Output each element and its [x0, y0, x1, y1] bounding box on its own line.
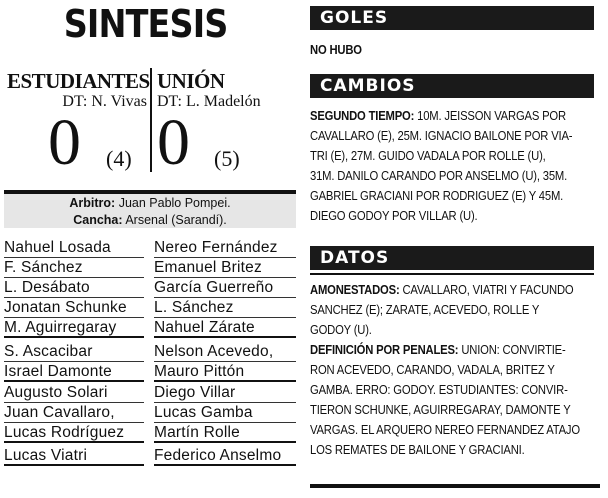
match-officials-box — [4, 190, 296, 228]
home-score: 0 — [48, 106, 81, 179]
cambios-label: SEGUNDO TIEMPO: — [310, 109, 415, 123]
penales-line — [310, 340, 600, 360]
datos-rule — [310, 273, 594, 275]
cambios-line: TRI (E), 27M. GUIDO VADALA POR ROLLE (U), — [310, 149, 546, 163]
penales-line-text: UNION: CONVIRTIE- — [458, 343, 566, 357]
cambios-line — [310, 106, 600, 126]
amonestados-line: SANCHEZ (E); ZARATE, ACEVEDO, ROLLE Y — [310, 303, 540, 317]
venue-name: Arsenal (Sarandí). — [125, 213, 227, 227]
home-player: F. Sánchez — [4, 258, 144, 278]
penales-line: GAMBA. ERRO: GODOY. ESTUDIANTES: CONVIR- — [310, 383, 568, 397]
referee-name: Juan Pablo Pompei. — [118, 196, 231, 210]
amonestados-line-text: CAVALLARO, VIATRI Y FACUNDO — [399, 283, 574, 297]
cambios-line: GABRIEL GRACIANI POR RODRIGUEZ (E) Y 45M. — [310, 189, 564, 203]
penales-line: LOS REMATES DE BAILONE Y GRACIANI. — [310, 443, 525, 457]
away-player: Federico Anselmo — [154, 446, 296, 466]
home-coach: DT: N. Vivas — [62, 93, 147, 110]
amonestados-label: AMONESTADOS: — [310, 283, 400, 297]
home-player: Nahuel Losada — [4, 238, 144, 258]
away-player: Emanuel Britez — [154, 258, 296, 278]
cambios-line: 31M. DANILO CARANDO POR ANSELMO (U), 35M. — [310, 169, 568, 183]
referee-label: Arbitro: — [69, 196, 116, 210]
home-player: M. Aguirregaray — [4, 318, 144, 338]
referee-line — [4, 195, 296, 212]
bottom-rule — [310, 484, 600, 488]
away-player: Nahuel Zárate — [154, 318, 296, 338]
away-player: Mauro Pittón — [154, 362, 296, 382]
home-player: L. Desábato — [4, 278, 144, 298]
cambios-header: CAMBIOS — [310, 74, 594, 98]
cambios-line: CAVALLARO (E), 25M. IGNACIO BAILONE POR VIA- — [310, 129, 573, 143]
away-player: Martín Rolle — [154, 423, 296, 443]
home-player: Juan Cavallaro, — [4, 403, 144, 423]
penales-label: DEFINICIÓN POR PENALES: — [310, 343, 459, 357]
away-player: Lucas Gamba — [154, 403, 296, 423]
penales-line: VARGAS. EL ARQUERO NEREO FERNANDEZ ATAJO — [310, 423, 580, 437]
venue-line — [4, 212, 296, 229]
amonestados-line: GODOY (U). — [310, 323, 372, 337]
home-player: Augusto Solari — [4, 383, 144, 403]
datos-text — [310, 280, 600, 460]
team-divider — [150, 68, 152, 172]
home-player: Jonatan Schunke — [4, 298, 144, 318]
away-player: Nelson Acevedo, — [154, 342, 296, 362]
goles-header: GOLES — [310, 6, 594, 30]
away-player: Nereo Fernández — [154, 238, 296, 258]
away-penalties: (5) — [214, 146, 240, 171]
venue-label: Cancha: — [73, 213, 123, 227]
away-coach: DT: L. Madelón — [157, 93, 261, 110]
home-player: Lucas Viatri — [4, 446, 144, 466]
home-team-name: ESTUDIANTES — [7, 69, 150, 93]
home-player: Israel Damonte — [4, 362, 144, 382]
amonestados-line — [310, 280, 600, 300]
cambios-text — [310, 106, 600, 226]
away-player: L. Sánchez — [154, 298, 296, 318]
away-player: García Guerreño — [154, 278, 296, 298]
cambios-line: DIEGO GODOY POR VILLAR (U). — [310, 209, 478, 223]
away-score: 0 — [157, 106, 190, 179]
penales-line: TIERON SCHUNKE, AGUIRREGARAY, DAMONTE Y — [310, 403, 571, 417]
home-penalties: (4) — [106, 146, 132, 171]
goles-text — [310, 40, 600, 60]
away-player: Diego Villar — [154, 383, 296, 403]
goles-value: NO HUBO — [310, 43, 362, 57]
page-title: SINTESIS — [63, 2, 228, 46]
home-player: S. Ascacibar — [4, 342, 144, 362]
away-team-name: UNIÓN — [157, 69, 225, 93]
penales-line: RON ACEVEDO, CARANDO, VADALA, BRITEZ Y — [310, 363, 555, 377]
home-player: Lucas Rodríguez — [4, 423, 144, 443]
datos-header: DATOS — [310, 246, 594, 270]
cambios-line-text: 10M. JEISSON VARGAS POR — [414, 109, 566, 123]
